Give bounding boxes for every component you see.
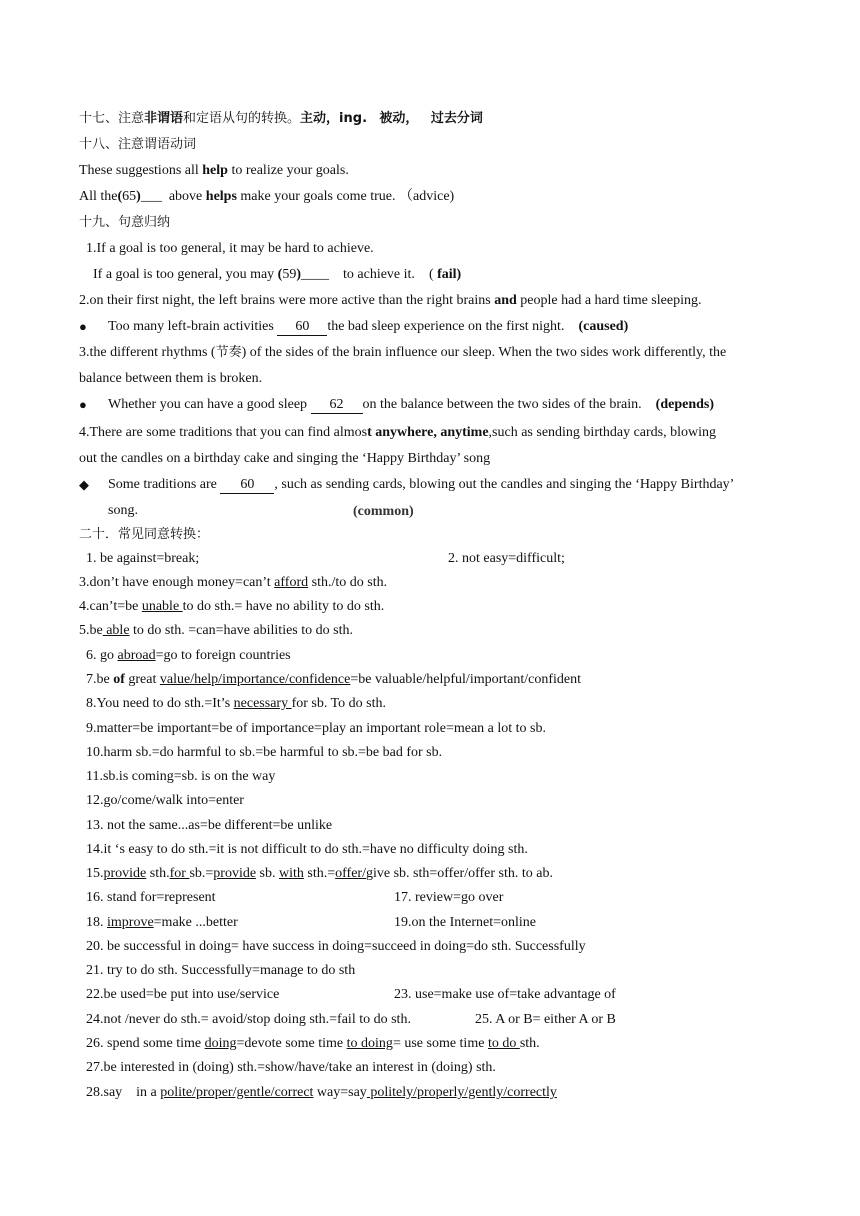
text: make your goals come true. （advice) <box>236 189 455 204</box>
text: 8.You need to do sth.=It’s <box>86 696 234 711</box>
item-1: 1. be against=break; <box>86 551 200 566</box>
section-18-heading: 十八、注意谓语动词 <box>79 137 197 152</box>
text: 4.can’t=be <box>79 599 142 614</box>
paren: ( <box>277 267 283 282</box>
item-4 <box>79 598 384 616</box>
paren: ( <box>117 189 123 204</box>
underlined: necessary <box>233 696 292 711</box>
underlined: improve <box>107 915 154 930</box>
text: Whether you can have a good sleep <box>108 397 311 412</box>
bullet-diamond-icon: ◆ <box>79 477 89 492</box>
text: All the <box>79 189 118 204</box>
text: Too many left-brain activities <box>108 319 278 334</box>
item-21: 21. try to do sth. Successfully=manage to do sth <box>86 963 356 978</box>
underlined: to do <box>487 1036 520 1051</box>
section-17-active-note: 主动，ing. <box>300 111 368 126</box>
underlined: with <box>279 866 304 881</box>
q4-sentence <box>79 424 716 442</box>
item-11: 11.sb.is coming=sb. is on the way <box>86 769 276 784</box>
text: sb.= <box>189 866 214 881</box>
bold-phrase: t anywhere, anytime <box>367 425 489 440</box>
q4-hint: (common) <box>353 504 414 519</box>
bullet-dot-icon: ● <box>79 319 87 334</box>
text: These suggestions all <box>79 163 203 178</box>
q4-rewrite-cont <box>108 502 138 520</box>
text: 6. go <box>86 648 118 663</box>
underlined: provide <box>213 866 257 881</box>
item-26 <box>86 1035 540 1053</box>
item-9: 9.matter=be important=be of importance=play an important role=mean a lot to sb. <box>86 721 547 736</box>
text: ) of the sides of the brain influence our sleep. When the two sides work differently, the <box>241 345 727 360</box>
underlined: to doing <box>346 1036 393 1051</box>
q3-rewrite <box>108 396 714 414</box>
text: =make ...better <box>153 915 238 930</box>
paren: ) <box>136 189 141 204</box>
item-28 <box>86 1084 557 1102</box>
q1-sentence: 1.If a goal is too general, it may be hard to achieve. <box>86 241 374 256</box>
underlined: politely/properly/gently/correctly <box>366 1085 557 1100</box>
bold-word: and <box>494 293 517 308</box>
text: 3.don’t have enough money=can’t <box>79 575 275 590</box>
text: = use some time <box>392 1036 488 1051</box>
item-22: 22.be used=be put into use/service <box>86 987 280 1002</box>
item-18 <box>86 914 238 932</box>
q4-rewrite <box>108 476 734 494</box>
section-17-bold-term: 非谓语 <box>144 111 184 126</box>
item-6 <box>86 647 291 665</box>
item-8 <box>86 695 386 713</box>
text: 3.the different rhythms ( <box>79 345 216 360</box>
item-10: 10.harm sb.=do harmful to sb.=be harmful to sb.=be bad for sb. <box>86 745 443 760</box>
bold-word: help <box>202 163 228 178</box>
item-5 <box>79 622 353 640</box>
text: 15. <box>86 866 104 881</box>
answer-blank: 60 <box>220 477 274 494</box>
underlined: doing <box>204 1036 237 1051</box>
section-20-heading: 二十．常见同意转换： <box>79 527 210 542</box>
bold-word: helps <box>205 189 237 204</box>
item-12: 12.go/come/walk into=enter <box>86 793 244 808</box>
item-7 <box>86 671 581 689</box>
text: =be valuable/helpful/important/confident <box>350 672 582 687</box>
blank-number: 65 <box>122 189 137 204</box>
section-17-participle-note: 过去分词 <box>430 111 483 126</box>
text: ,such as sending birthday cards, blowing <box>488 425 717 440</box>
item-2: 2. not easy=difficult; <box>448 551 565 566</box>
section-17-passive-note: 被动， <box>379 111 419 126</box>
underlined: abroad <box>117 648 156 663</box>
q3-sentence-cont: balance between them is broken. <box>79 371 263 386</box>
text: the bad sleep experience on the first night. <box>327 319 565 334</box>
bullet-dot-icon: ● <box>79 397 87 412</box>
item-3 <box>79 574 387 592</box>
text: give sb. sth=offer/offer sth. to ab. <box>365 866 553 881</box>
text: to realize your goals. <box>227 163 349 178</box>
text: 28.say in a <box>86 1085 161 1100</box>
text: people had a hard time sleeping. <box>516 293 702 308</box>
bold-word: of <box>113 672 125 687</box>
text: sth. <box>519 1036 540 1051</box>
q2-sentence <box>79 292 701 310</box>
section-18-line-2 <box>79 188 454 206</box>
hint-word: (caused) <box>578 319 629 334</box>
text: sth.= <box>303 866 336 881</box>
item-23: 23. use=make use of=take advantage of <box>394 987 616 1002</box>
item-20: 20. be successful in doing= have success in doing=succeed in doing=do sth. Successfully <box>86 939 586 954</box>
chinese-gloss: 节奏 <box>215 345 242 360</box>
underlined: afford <box>274 575 309 590</box>
hint-word: (depends) <box>655 397 715 412</box>
item-19: 19.on the Internet=online <box>394 915 537 930</box>
text: 7.be <box>86 672 114 687</box>
q4-sentence-cont: out the candles on a birthday cake and singing the ‘Happy Birthday’ song <box>79 451 491 466</box>
section-17-number: 十七、注意 <box>79 111 145 126</box>
text: sb. <box>256 866 279 881</box>
item-14: 14.it ‘s easy to do sth.=it is not difficult to do sth.=have no difficulty doing sth. <box>86 842 528 857</box>
text: great <box>124 672 160 687</box>
text: 18. <box>86 915 107 930</box>
underlined: able <box>102 623 130 638</box>
text: to do sth. =can=have abilities to do sth. <box>129 623 353 638</box>
item-25: 25. A or B= either A or B <box>475 1012 616 1027</box>
answer-blank: 62 <box>311 397 363 414</box>
text: =devote some time <box>236 1036 347 1051</box>
text: to achieve it. <box>343 267 415 282</box>
section-17-heading <box>79 110 483 128</box>
underlined: unable <box>141 599 183 614</box>
text: way=say <box>313 1085 367 1100</box>
section-17-text: 和定语从句的转换。 <box>183 111 301 126</box>
text: song. <box>108 503 138 518</box>
answer-blank: 60 <box>277 319 327 336</box>
underlined: polite/proper/gentle/correct <box>160 1085 314 1100</box>
underlined: provide <box>103 866 147 881</box>
item-16: 16. stand for=represent <box>86 890 216 905</box>
item-13: 13. not the same...as=be different=be unlike <box>86 818 333 833</box>
text: sth. <box>146 866 170 881</box>
paren: ) <box>296 267 302 282</box>
text: Some traditions are <box>108 477 221 492</box>
q1-rewrite <box>93 266 461 284</box>
text: to do sth.= have no ability to do sth. <box>182 599 385 614</box>
underlined: for <box>169 866 190 881</box>
underlined: value/help/importance/confidence <box>159 672 351 687</box>
text: on the balance between the two sides of the brain. <box>362 397 642 412</box>
text: for sb. To do sth. <box>291 696 387 711</box>
blank-number: 59 <box>282 267 297 282</box>
text: 2.on their first night, the left brains were more active than the right brains <box>79 293 495 308</box>
text: 4.There are some traditions that you can find almos <box>79 425 368 440</box>
q3-sentence <box>79 344 726 362</box>
text: above <box>168 189 206 204</box>
item-17: 17. review=go over <box>394 890 504 905</box>
text: =go to foreign countries <box>155 648 291 663</box>
text: If a goal is too general, you may <box>93 267 278 282</box>
text: 5.be <box>79 623 103 638</box>
section-18-line-1 <box>79 162 349 180</box>
blank-line: ____ <box>301 267 330 282</box>
blank-line: ___ <box>140 189 162 204</box>
text: 26. spend some time <box>86 1036 205 1051</box>
underlined: offer/ <box>335 866 366 881</box>
text: , such as sending cards, blowing out the candles and singing the ‘Happy Birthday’ <box>274 477 735 492</box>
q2-rewrite <box>108 318 628 336</box>
paren: ( <box>428 267 434 282</box>
item-27: 27.be interested in (doing) sth.=show/have/take an interest in (doing) sth. <box>86 1060 496 1075</box>
section-19-heading: 十九、句意归纳 <box>79 215 171 230</box>
hint-word: fail) <box>433 267 462 282</box>
item-24: 24.not /never do sth.= avoid/stop doing sth.=fail to do sth. <box>86 1012 411 1027</box>
text: sth./to do sth. <box>308 575 388 590</box>
item-15 <box>86 865 553 883</box>
